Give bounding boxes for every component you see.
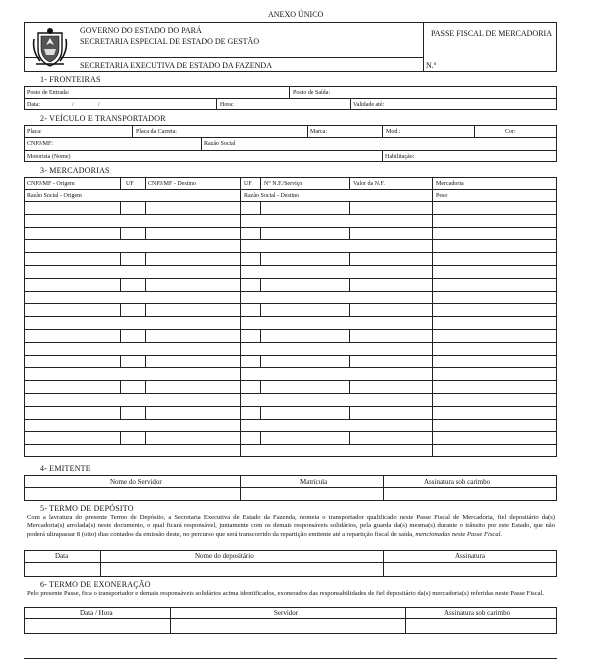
goods-cell-divider — [120, 431, 121, 444]
goods-cell-divider — [349, 252, 350, 265]
registration-label: Matrícula — [300, 478, 328, 486]
goods-cell-divider — [432, 380, 433, 393]
server-name-label: Nome do Servidor — [110, 478, 162, 486]
goods-cell-divider — [120, 329, 121, 342]
goods-cell-divider — [120, 406, 121, 419]
gov-title: GOVERNO DO ESTADO DO PARÁ — [80, 26, 202, 35]
vehicle-box — [24, 125, 557, 162]
coat-of-arms-icon — [30, 25, 70, 69]
goods-cell-divider — [145, 431, 146, 444]
exoneration-server-label: Servidor — [274, 609, 299, 617]
goods-row-line — [24, 239, 557, 240]
validity-field[interactable]: Validade até: — [353, 102, 385, 108]
goods-cell-divider — [120, 227, 121, 239]
goods-cell-divider — [145, 227, 146, 239]
driver-name-field[interactable]: Motorista (Nome) — [27, 154, 71, 160]
goods-row-line — [24, 303, 557, 304]
goods-cell-divider — [240, 239, 241, 252]
col-name-dest: Razão Social - Destino — [244, 193, 300, 199]
goods-cell-divider — [240, 316, 241, 329]
depositary-name-label: Nome do depositário — [195, 552, 254, 560]
section-vehicle-title: 2- VEÍCULO E TRANSPORTADOR — [40, 114, 166, 123]
goods-cell-divider — [432, 419, 433, 431]
goods-row-line — [24, 227, 557, 228]
form-title: PASSE FISCAL DE MERCADORIA — [431, 29, 552, 38]
goods-cell-divider — [240, 367, 241, 380]
goods-cell-divider — [260, 303, 261, 316]
deposit-term-text: Com a lavratura do presente Termo de Depósito, a Secretaria Executiva de Estado da Fazenda, nomeia o transportador qualificado neste Passe Fiscal de Mercadoria, fiel depositário da(s) Mercadoria(s) arrolada(s) neste documento, o qual ficará responsável, juntamente com os demais responsáveis solidários, pela guarda da(s) mesma(s) durante o trânsito por este Estado, que não poderá ultrapassar 8 (oito) dias contados da emissão deste, no percurso que será transcorrido da repartição emitente até a repartição fiscal de saída, mencionadas neste Passe Fiscal. — [27, 514, 555, 538]
goods-row-line — [24, 393, 557, 394]
col-nf-number: N° N.F./Serviço — [264, 181, 303, 187]
goods-cell-divider — [240, 291, 241, 303]
goods-cell-divider — [260, 355, 261, 367]
goods-cell-divider — [260, 406, 261, 419]
goods-row-line — [24, 431, 557, 432]
goods-cell-divider — [349, 329, 350, 342]
goods-cell-divider — [240, 393, 241, 406]
goods-table — [24, 177, 557, 457]
goods-cell-divider — [432, 303, 433, 316]
goods-cell-divider — [240, 355, 241, 367]
goods-cell-divider — [260, 278, 261, 291]
goods-cell-divider — [432, 329, 433, 342]
col-uf-dest: UF — [244, 181, 252, 187]
goods-row-line — [24, 367, 557, 368]
goods-cell-divider — [240, 444, 241, 457]
goods-cell-divider — [240, 227, 241, 239]
exoneration-signature-label: Assinatura sob carimbo — [444, 609, 511, 617]
goods-cell-divider — [432, 393, 433, 406]
goods-cell-divider — [260, 329, 261, 342]
goods-cell-divider — [432, 252, 433, 265]
goods-cell-divider — [349, 431, 350, 444]
company-name-field[interactable]: Razão Social — [204, 141, 236, 147]
goods-cell-divider — [260, 201, 261, 214]
goods-cell-divider — [349, 278, 350, 291]
section-frontiers-title: 1- FRONTEIRAS — [40, 75, 101, 84]
issuer-signature-label: Assinatura sob carimbo — [424, 478, 491, 486]
goods-row-line — [24, 278, 557, 279]
goods-cell-divider — [349, 355, 350, 367]
goods-cell-divider — [240, 419, 241, 431]
goods-cell-divider — [260, 431, 261, 444]
goods-cell-divider — [240, 342, 241, 355]
goods-cell-divider — [432, 227, 433, 239]
color-field[interactable]: Cor: — [505, 129, 516, 135]
goods-row-line — [24, 329, 557, 330]
deposit-signature-label: Assinatura — [455, 552, 485, 560]
section-issuer-title: 4- EMITENTE — [40, 464, 91, 473]
goods-cell-divider — [260, 252, 261, 265]
goods-cell-divider — [120, 355, 121, 367]
goods-row-line — [24, 265, 557, 266]
goods-cell-divider — [240, 380, 241, 393]
section-deposit-title: 5- TERMO DE DEPÓSITO — [40, 504, 134, 513]
col-name-origin: Razão Social - Origem — [27, 193, 82, 199]
goods-cell-divider — [240, 431, 241, 444]
goods-cell-divider — [120, 278, 121, 291]
col-nf-value: Valor da N.F. — [353, 181, 385, 187]
secretariat-title: SECRETARIA ESPECIAL DE ESTADO DE GESTÃO — [80, 37, 260, 46]
model-field[interactable]: Mod.: — [386, 129, 401, 135]
exoneration-term-text: Pelo presente Passe, fica o transportador e demais responsáveis solidários acima identificados, exonerados das responsabilidades de fiel depositário da(s) mercadoria(s) referidas neste Passe Fiscal. — [27, 590, 545, 597]
goods-row-line — [24, 291, 557, 292]
deposit-term-italic: mencionadas neste Passe Fiscal. — [415, 530, 503, 538]
goods-cell-divider — [349, 303, 350, 316]
trailer-plate-field[interactable]: Placa da Carreta: — [136, 129, 177, 135]
goods-cell-divider — [349, 406, 350, 419]
goods-cell-divider — [145, 252, 146, 265]
goods-cell-divider — [120, 303, 121, 316]
goods-cell-divider — [432, 291, 433, 303]
goods-row-line — [24, 406, 557, 407]
goods-cell-divider — [145, 406, 146, 419]
goods-cell-divider — [432, 406, 433, 419]
goods-row-line — [24, 444, 557, 445]
goods-cell-divider — [145, 278, 146, 291]
goods-cell-divider — [120, 201, 121, 214]
goods-cell-divider — [145, 303, 146, 316]
goods-cell-divider — [349, 227, 350, 239]
goods-row-line — [24, 355, 557, 356]
goods-row-line — [24, 252, 557, 253]
annex-title: ANEXO ÚNICO — [268, 10, 324, 19]
cnpj-field[interactable]: CNPJ/MF: — [27, 141, 54, 147]
goods-cell-divider — [145, 380, 146, 393]
goods-cell-divider — [240, 329, 241, 342]
goods-row-line — [24, 419, 557, 420]
goods-cell-divider — [240, 214, 241, 227]
goods-cell-divider — [240, 278, 241, 291]
goods-cell-divider — [145, 329, 146, 342]
goods-cell-divider — [240, 252, 241, 265]
goods-cell-divider — [432, 367, 433, 380]
goods-cell-divider — [432, 278, 433, 291]
goods-cell-divider — [260, 227, 261, 239]
goods-cell-divider — [432, 316, 433, 329]
footer-rule — [24, 658, 557, 659]
exit-port-field[interactable]: Posto de Saída: — [293, 90, 330, 96]
plate-field[interactable]: Placa: — [27, 129, 42, 135]
col-cnpj-origin: CNPJ/MF - Origem — [27, 181, 75, 187]
date-separator: / — [72, 102, 74, 108]
exoneration-datetime-label: Data / Hora — [80, 609, 113, 617]
entry-port-field[interactable]: Posto de Entrada: — [27, 90, 70, 96]
goods-cell-divider — [240, 406, 241, 419]
brand-field[interactable]: Marca: — [310, 129, 327, 135]
goods-row-line — [24, 342, 557, 343]
deposit-date-label: Data — [55, 552, 69, 560]
license-field[interactable]: Habilitação: — [385, 154, 415, 160]
goods-cell-divider — [432, 265, 433, 278]
goods-cell-divider — [432, 239, 433, 252]
goods-cell-divider — [349, 380, 350, 393]
goods-cell-divider — [145, 201, 146, 214]
goods-cell-divider — [432, 214, 433, 227]
goods-row-line — [24, 380, 557, 381]
goods-cell-divider — [432, 342, 433, 355]
goods-cell-divider — [240, 265, 241, 278]
form-number-label: N.º — [426, 61, 437, 70]
col-goods: Mercadoria — [436, 181, 464, 187]
section-exoneration-title: 6- TERMO DE EXONERAÇÃO — [40, 580, 151, 589]
goods-cell-divider — [240, 303, 241, 316]
goods-cell-divider — [432, 444, 433, 457]
goods-cell-divider — [240, 201, 241, 214]
goods-cell-divider — [432, 201, 433, 214]
col-uf-origin: UF — [126, 181, 134, 187]
goods-cell-divider — [145, 355, 146, 367]
goods-cell-divider — [120, 380, 121, 393]
goods-cell-divider — [120, 252, 121, 265]
tax-secretariat-title: SECRETARIA EXECUTIVA DE ESTADO DA FAZENDA — [80, 61, 272, 70]
goods-cell-divider — [432, 355, 433, 367]
date-field[interactable]: Data: — [27, 102, 40, 108]
time-field[interactable]: Hora: — [220, 102, 234, 108]
col-weight: Peso — [436, 193, 448, 199]
goods-cell-divider — [432, 431, 433, 444]
goods-row-line — [24, 316, 557, 317]
goods-cell-divider — [260, 380, 261, 393]
date-separator: / — [98, 102, 100, 108]
col-cnpj-dest: CNPJ/MF - Destino — [148, 181, 197, 187]
section-goods-title: 3- MERCADORIAS — [40, 166, 110, 175]
goods-cell-divider — [349, 201, 350, 214]
goods-row-line — [24, 214, 557, 215]
